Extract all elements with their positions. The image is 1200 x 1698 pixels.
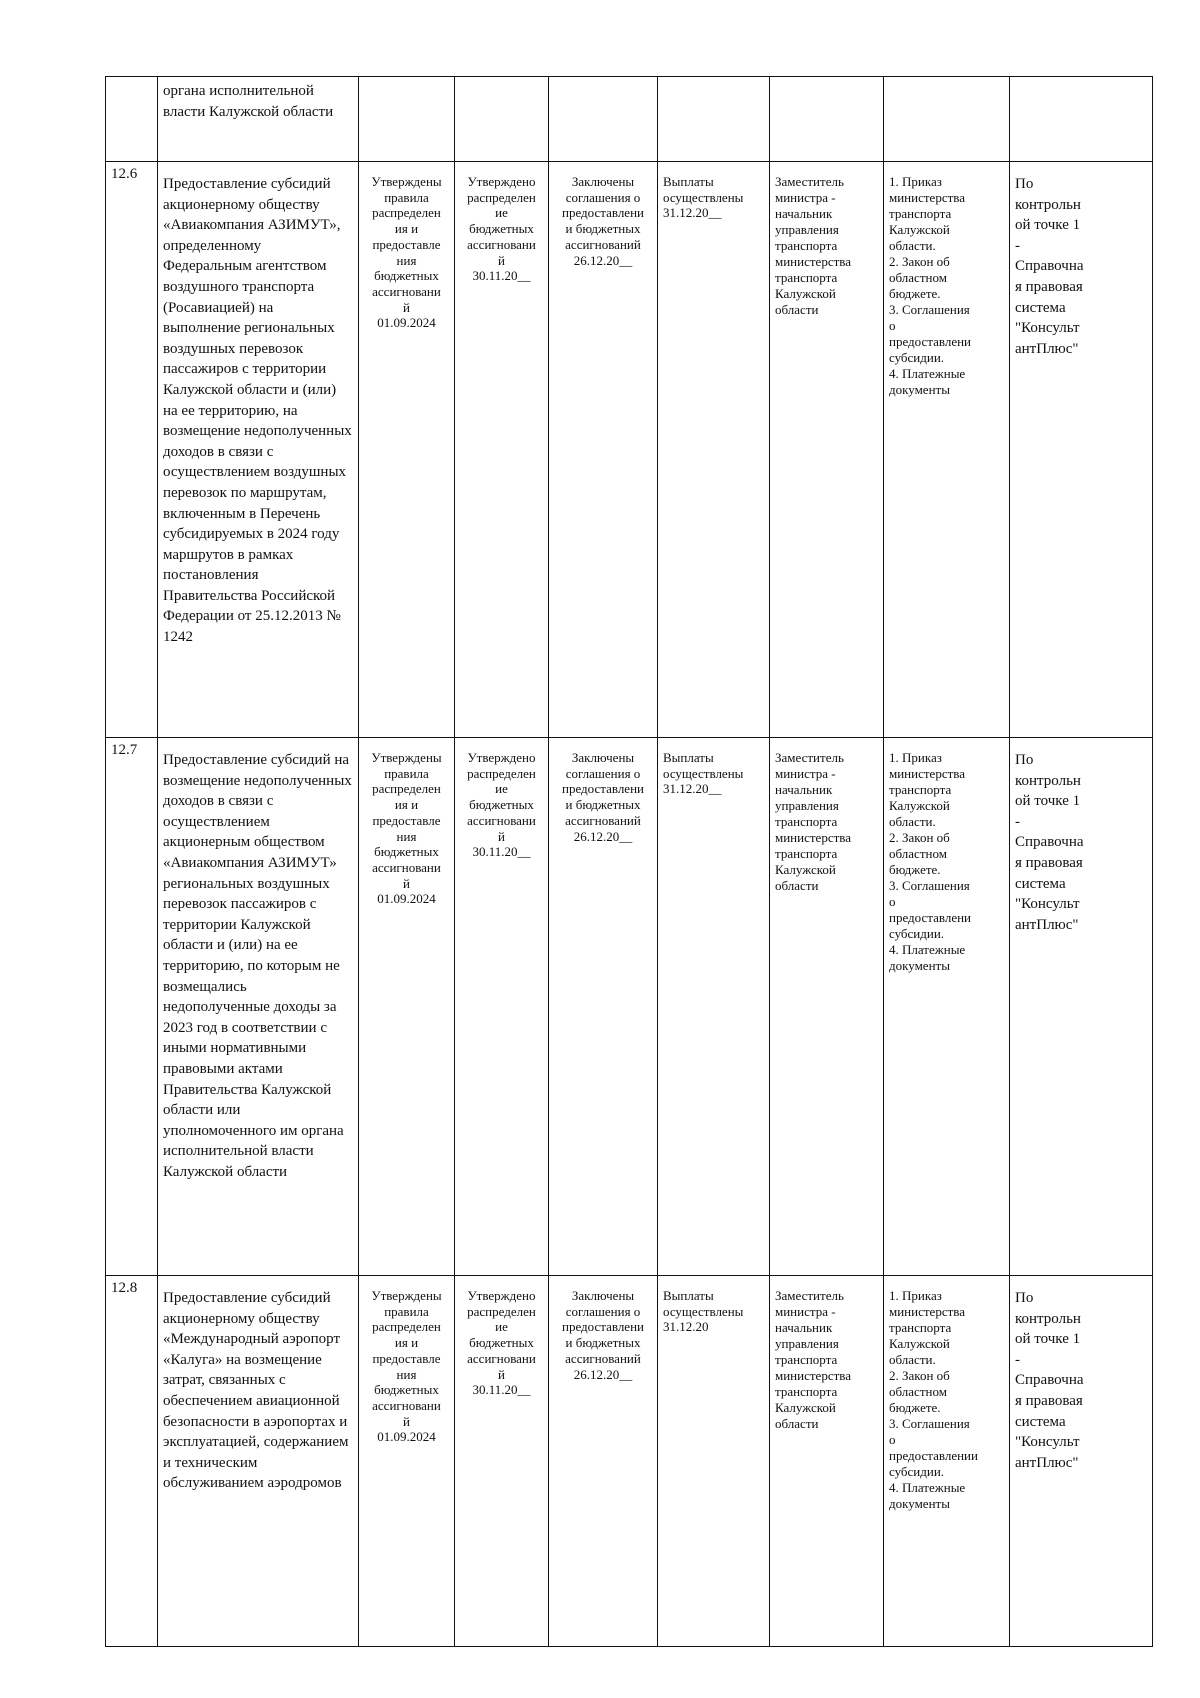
cell-checkpoint-4 xyxy=(658,77,770,162)
control-text: По контрольн ой точке 1 - Справочна я правовая система "Консульт антПлюс" xyxy=(1010,738,1153,1276)
responsible-text: Заместитель министра - начальник управления транспорта министерства транспорта Калужской области xyxy=(770,1276,884,1647)
checkpoint-4-text: Выплаты осуществлены 31.12.20__ xyxy=(658,162,770,738)
plan-table xyxy=(105,76,1153,1647)
activity-text: Предоставление субсидий акционерному обществу «Авиакомпания АЗИМУТ», определенному Федеральным агентством воздушного транспорта (Росавиацией) на выполнение региональных воздушных перевозок пассажиров с территории Калужской области и (или) на ее территорию, на возмещение недополученных доходов в связи с осуществлением воздушных перевозок по маршрутам, включенным в Перечень субсидируемых в 2024 году маршрутов в рамках постановления Правительства Российской Федерации от 25.12.2013 № 1242 xyxy=(158,162,359,738)
checkpoint-3-text: Заключены соглашения о предоставлени и бюджетных ассигнований 26.12.20__ xyxy=(549,162,658,738)
checkpoint-3-text: Заключены соглашения о предоставлени и бюджетных ассигнований 26.12.20__ xyxy=(549,1276,658,1647)
cell-checkpoint-3 xyxy=(549,77,658,162)
checkpoint-1-text: Утверждены правила распределен ия и предоставле ния бюджетных ассигновани й 01.09.2024 xyxy=(359,738,455,1276)
cell-number xyxy=(106,77,158,162)
continuation-row xyxy=(106,77,1153,162)
cell-checkpoint-1 xyxy=(359,77,455,162)
table-row xyxy=(106,738,1153,1276)
documents-text: 1. Приказ министерства транспорта Калужской области. 2. Закон об областном бюджете. 3. Соглашения о предоставлени субсидии. 4. Платежные документы xyxy=(884,162,1010,738)
checkpoint-4-text: Выплаты осуществлены 31.12.20 xyxy=(658,1276,770,1647)
row-number: 12.7 xyxy=(106,738,158,1276)
row-number: 12.6 xyxy=(106,162,158,738)
checkpoint-3-text: Заключены соглашения о предоставлени и бюджетных ассигнований 26.12.20__ xyxy=(549,738,658,1276)
documents-text: 1. Приказ министерства транспорта Калужской области. 2. Закон об областном бюджете. 3. Соглашения о предоставлении субсидии. 4. Платежные документы xyxy=(884,1276,1010,1647)
cell-responsible xyxy=(770,77,884,162)
documents-text: 1. Приказ министерства транспорта Калужской области. 2. Закон об областном бюджете. 3. Соглашения о предоставлени субсидии. 4. Платежные документы xyxy=(884,738,1010,1276)
table-row xyxy=(106,1276,1153,1647)
cell-checkpoint-2 xyxy=(455,77,549,162)
control-text: По контрольн ой точке 1 - Справочна я правовая система "Консульт антПлюс" xyxy=(1010,1276,1153,1647)
cell-documents xyxy=(884,77,1010,162)
checkpoint-1-text: Утверждены правила распределен ия и предоставле ния бюджетных ассигновани й 01.09.2024 xyxy=(359,162,455,738)
control-text: По контрольн ой точке 1 - Справочна я правовая система "Консульт антПлюс" xyxy=(1010,162,1153,738)
table-row xyxy=(106,162,1153,738)
checkpoint-1-text: Утверждены правила распределен ия и предоставле ния бюджетных ассигновани й 01.09.2024 xyxy=(359,1276,455,1647)
cell-activity: органа исполнительной власти Калужской области xyxy=(158,77,359,162)
checkpoint-2-text: Утверждено распределен ие бюджетных ассигновани й 30.11.20__ xyxy=(455,162,549,738)
responsible-text: Заместитель министра - начальник управления транспорта министерства транспорта Калужской области xyxy=(770,162,884,738)
responsible-text: Заместитель министра - начальник управления транспорта министерства транспорта Калужской области xyxy=(770,738,884,1276)
checkpoint-2-text: Утверждено распределен ие бюджетных ассигновани й 30.11.20__ xyxy=(455,1276,549,1647)
activity-text: Предоставление субсидий акционерному обществу «Международный аэропорт «Калуга» на возмещение затрат, связанных с обеспечением авиационной безопасности в аэропортах и эксплуатацией, содержанием и техническим обслуживанием аэродромов xyxy=(158,1276,359,1647)
checkpoint-2-text: Утверждено распределен ие бюджетных ассигновани й 30.11.20__ xyxy=(455,738,549,1276)
row-number: 12.8 xyxy=(106,1276,158,1647)
cell-control xyxy=(1010,77,1153,162)
activity-text: Предоставление субсидий на возмещение недополученных доходов в связи с осуществлением акционерным обществом «Авиакомпания АЗИМУТ» региональных воздушных перевозок пассажиров с территории Калужской области и (или) на ее территорию, по которым не возмещались недополученные доходы за 2023 год в соответствии с иными нормативными правовыми актами Правительства Калужской области или уполномоченного им органа исполнительной власти Калужской области xyxy=(158,738,359,1276)
checkpoint-4-text: Выплаты осуществлены 31.12.20__ xyxy=(658,738,770,1276)
